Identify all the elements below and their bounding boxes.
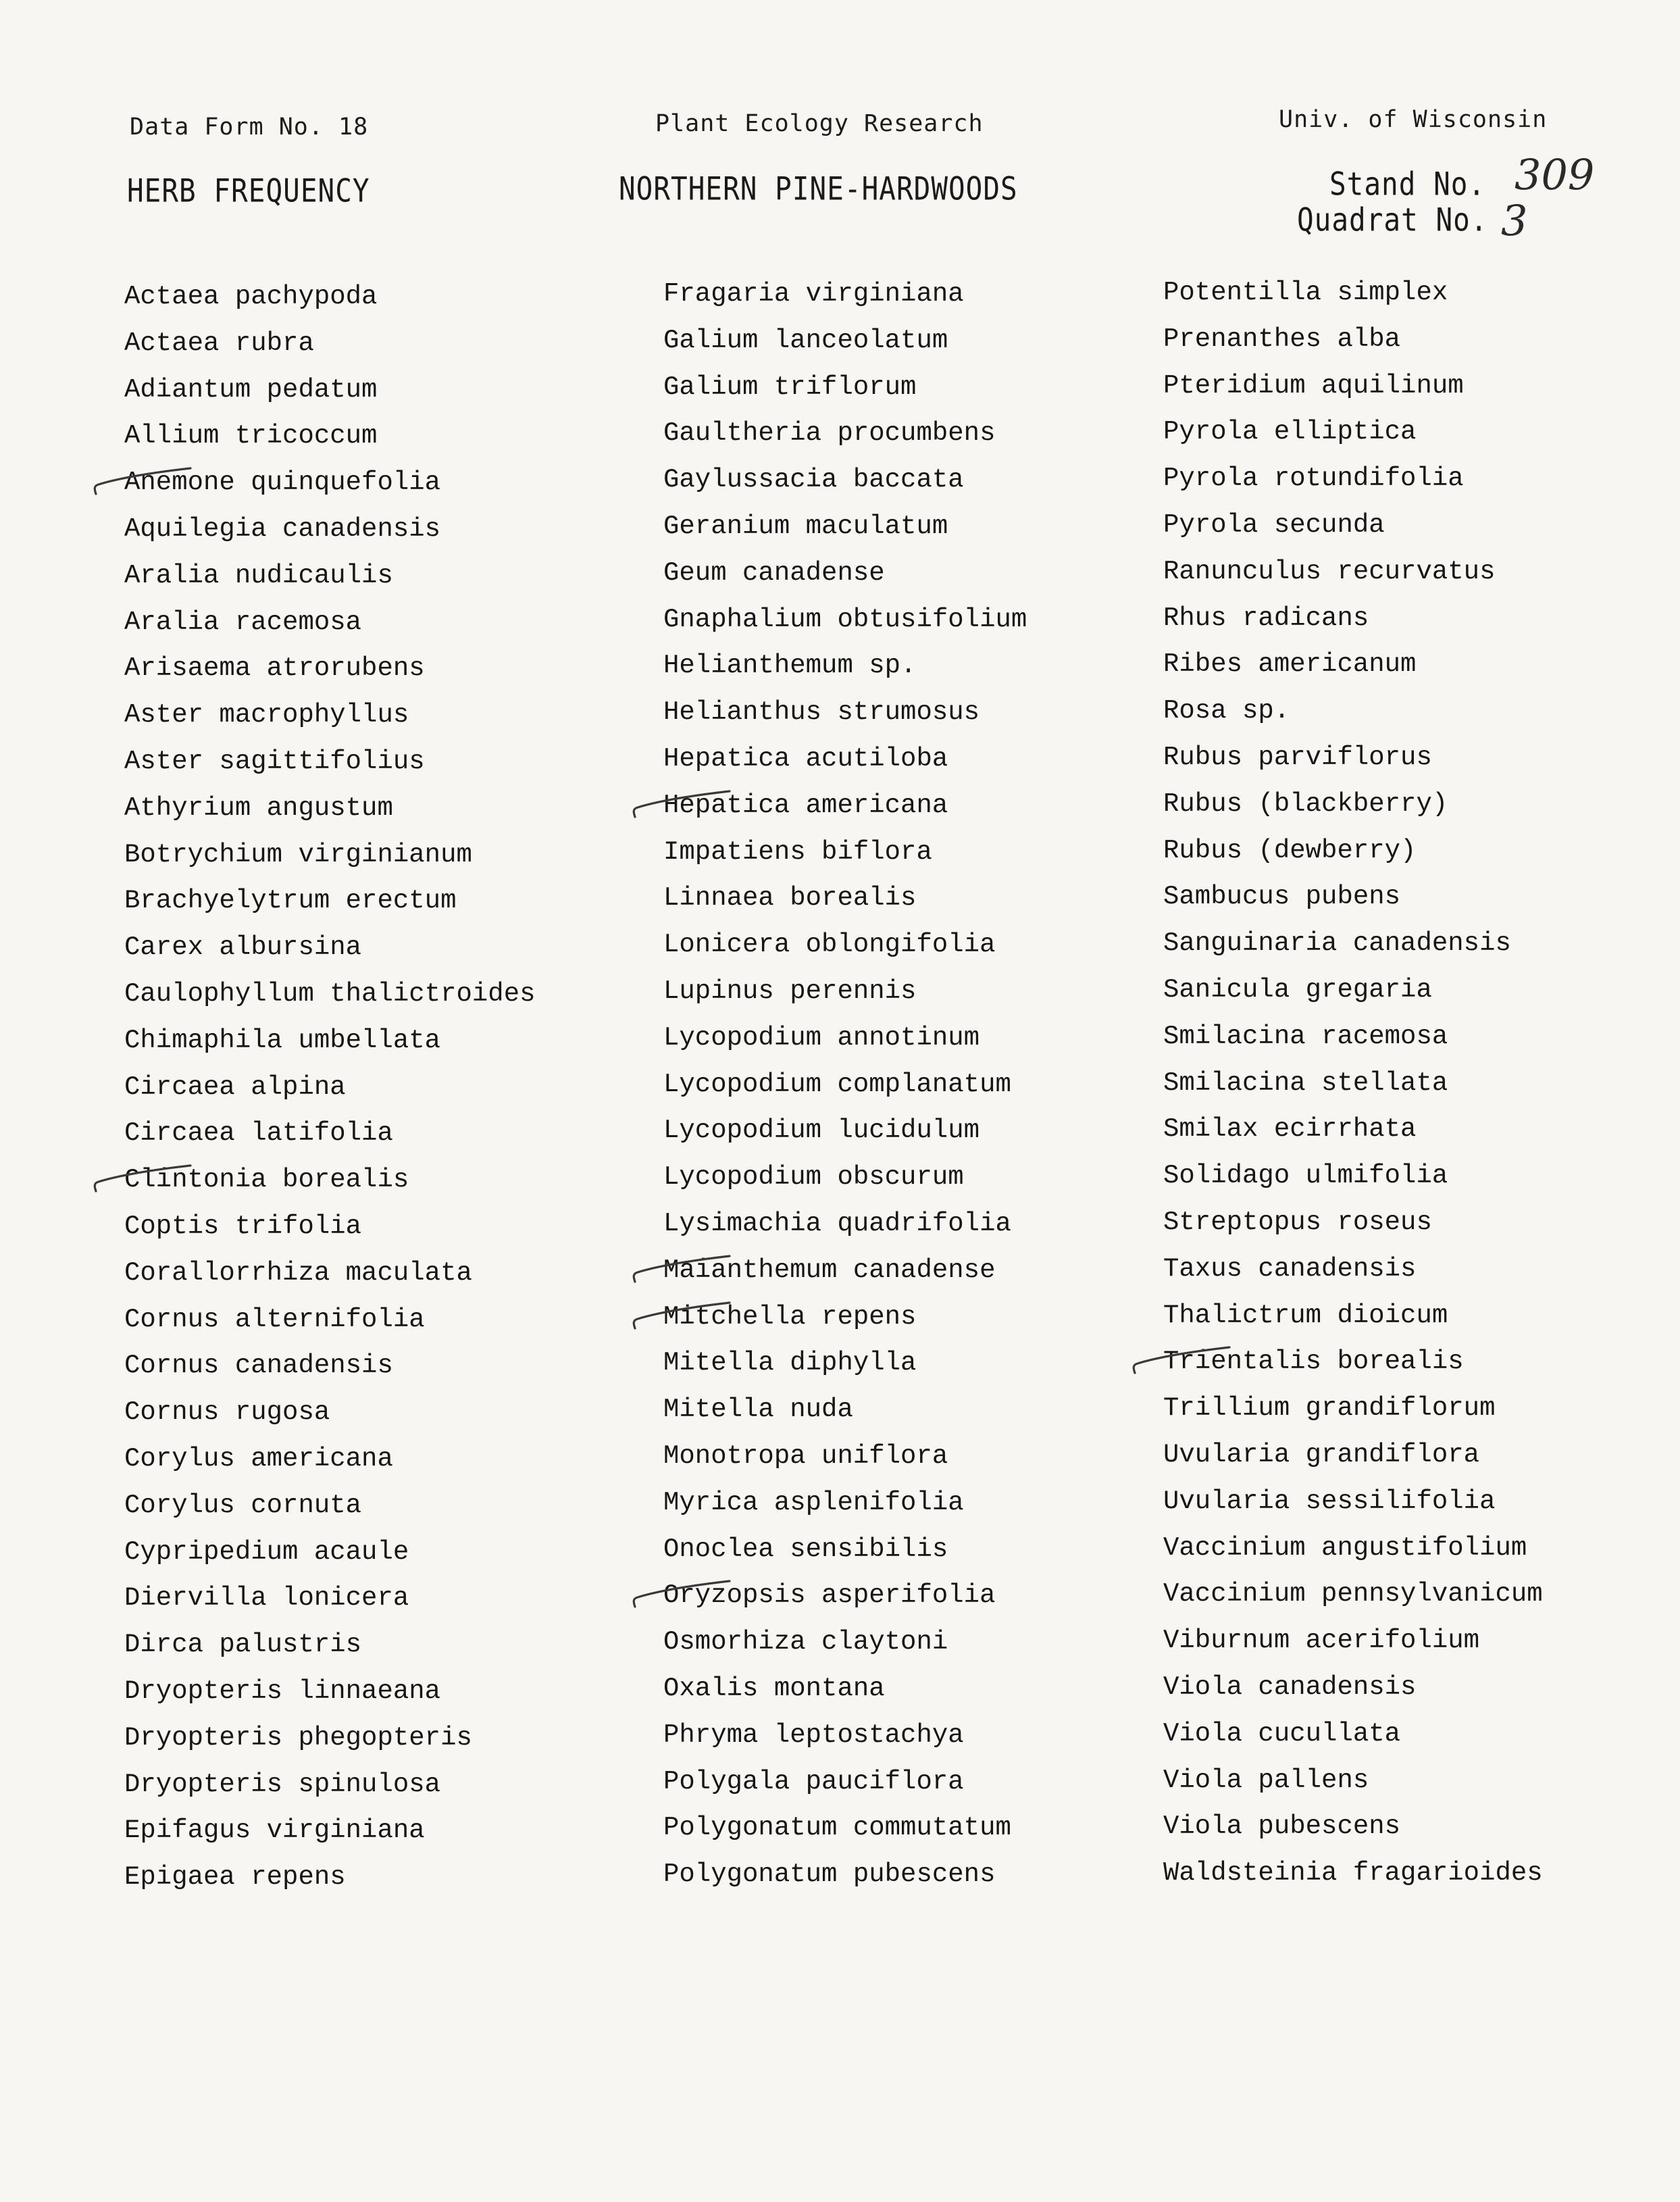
species-item[interactable]: [124, 415, 536, 461]
species-item[interactable]: [1163, 1201, 1543, 1248]
species-name: Lupinus perennis: [663, 976, 917, 1006]
species-name: Rubus (dewberry): [1163, 835, 1417, 866]
species-item[interactable]: [1163, 1713, 1543, 1759]
species-name: Aster macrophyllus: [124, 700, 409, 730]
species-item[interactable]: [663, 599, 1027, 645]
species-item[interactable]: [124, 1299, 536, 1345]
species-item[interactable]: [663, 1156, 1027, 1203]
species-item[interactable]: [124, 461, 536, 508]
species-item[interactable]: [663, 1064, 1027, 1110]
species-item[interactable]: [1163, 1434, 1543, 1480]
species-name: Waldsteinia fragarioides: [1163, 1858, 1543, 1888]
species-name: Viola pallens: [1163, 1765, 1369, 1795]
stand-number-label: Stand No.: [1329, 166, 1486, 203]
species-item[interactable]: [663, 1714, 1027, 1761]
species-item[interactable]: [1163, 1527, 1543, 1574]
species-item[interactable]: [663, 1807, 1027, 1853]
species-name: Polygala pauciflora: [663, 1766, 964, 1797]
species-name: Galium lanceolatum: [663, 325, 948, 355]
species-item[interactable]: [663, 1528, 1027, 1575]
species-item[interactable]: [124, 926, 536, 973]
species-item[interactable]: [1163, 1248, 1543, 1295]
species-item[interactable]: [1163, 1295, 1543, 1341]
species-item[interactable]: [663, 1435, 1027, 1482]
species-name: Sanicula gregaria: [1163, 974, 1432, 1005]
species-name: Lysimachia quadrifolia: [663, 1208, 1011, 1238]
species-name: Smilax ecirrhata: [1163, 1114, 1417, 1145]
species-name: Helianthus strumosus: [663, 697, 980, 728]
species-name: Adiantum pedatum: [124, 374, 378, 405]
species-item[interactable]: [124, 1763, 536, 1810]
species-item[interactable]: [124, 555, 536, 601]
species-item[interactable]: [124, 834, 536, 880]
research-heading: Plant Ecology Research: [655, 110, 984, 137]
species-item[interactable]: [124, 973, 536, 1020]
species-item[interactable]: [1163, 830, 1543, 876]
species-item[interactable]: [663, 970, 1027, 1017]
species-item[interactable]: [663, 505, 1027, 552]
form-number: Data Form No. 18: [130, 114, 369, 141]
species-item[interactable]: [663, 1296, 1027, 1343]
university-heading: Univ. of Wisconsin: [1279, 106, 1548, 133]
species-name: Pteridium aquilinum: [1163, 370, 1464, 401]
species-name: Actaea rubra: [124, 328, 314, 358]
species-item[interactable]: [1163, 783, 1543, 830]
species-item[interactable]: [1163, 1108, 1543, 1155]
species-item[interactable]: [124, 276, 536, 322]
species-item[interactable]: [1163, 736, 1543, 783]
species-item[interactable]: [124, 322, 536, 369]
species-name: Mitchella repens: [663, 1301, 917, 1332]
species-name: Phryma leptostachya: [663, 1720, 964, 1750]
species-name: Rubus parviflorus: [1163, 742, 1432, 772]
species-name: Dryopteris linnaeana: [124, 1676, 441, 1706]
species-item[interactable]: [663, 1853, 1027, 1900]
species-item[interactable]: [1163, 1155, 1543, 1201]
species-name: Corallorrhiza maculata: [124, 1257, 472, 1288]
species-name: Corylus americana: [124, 1443, 393, 1474]
species-item[interactable]: [663, 924, 1027, 970]
species-name: Dryopteris spinulosa: [124, 1769, 441, 1799]
species-name: Aster sagittifolius: [124, 746, 425, 776]
quadrat-number-value[interactable]: 3: [1501, 196, 1528, 245]
species-item[interactable]: [663, 1388, 1027, 1435]
species-name: Botrychium virginianum: [124, 839, 472, 870]
species-name: Cornus canadensis: [124, 1351, 393, 1381]
species-item[interactable]: [1163, 365, 1543, 411]
species-name: Solidago ulmifolia: [1163, 1161, 1448, 1191]
species-item[interactable]: [1163, 969, 1543, 1016]
species-name: Diervilla lonicera: [124, 1583, 409, 1613]
species-item[interactable]: [124, 1670, 536, 1717]
species-name: Helianthemum sp.: [663, 651, 917, 681]
species-name: Polygonatum pubescens: [663, 1859, 996, 1890]
species-item[interactable]: [124, 741, 536, 787]
species-name: Rubus (blackberry): [1163, 789, 1448, 819]
species-name: Trientalis borealis: [1163, 1347, 1464, 1377]
species-name: Circaea latifolia: [124, 1118, 393, 1149]
species-item[interactable]: [663, 877, 1027, 924]
species-name: Cornus rugosa: [124, 1397, 330, 1428]
species-item[interactable]: [663, 366, 1027, 413]
species-name: Rhus radicans: [1163, 603, 1369, 633]
species-item[interactable]: [1163, 1016, 1543, 1062]
species-name: Viburnum acerifolium: [1163, 1626, 1480, 1656]
species-name: Athyrium angustum: [124, 793, 393, 823]
species-name: Aralia nudicaulis: [124, 560, 393, 591]
species-item[interactable]: [1163, 504, 1543, 551]
species-item[interactable]: [124, 1020, 536, 1066]
species-item[interactable]: [1163, 457, 1543, 504]
species-column-3: [1163, 272, 1543, 1899]
species-item[interactable]: [124, 1624, 536, 1670]
species-name: Epifagus virginiana: [124, 1816, 425, 1846]
species-item[interactable]: [663, 412, 1027, 459]
species-name: Oxalis montana: [663, 1673, 885, 1703]
species-name: Lonicera oblongifolia: [663, 930, 996, 960]
species-name: Actaea pachypoda: [124, 282, 378, 311]
species-item[interactable]: [124, 1856, 536, 1903]
species-name: Sambucus pubens: [1163, 882, 1401, 912]
species-name: Onoclea sensibilis: [663, 1534, 948, 1564]
species-name: Maianthemum canadense: [663, 1255, 996, 1285]
species-name: Taxus canadensis: [1163, 1253, 1417, 1284]
species-name: Streptopus roseus: [1163, 1207, 1432, 1237]
species-item[interactable]: [663, 831, 1027, 878]
species-name: Trillium grandiflorum: [1163, 1393, 1496, 1424]
species-item[interactable]: [1163, 1341, 1543, 1387]
species-item[interactable]: [124, 1577, 536, 1624]
species-item[interactable]: [663, 738, 1027, 784]
species-name: Viola pubescens: [1163, 1811, 1401, 1842]
species-item[interactable]: [1163, 1387, 1543, 1434]
species-name: Vaccinium angustifolium: [1163, 1532, 1527, 1563]
species-item[interactable]: [124, 1252, 536, 1299]
species-name: Chimaphila umbellata: [124, 1025, 441, 1055]
species-item[interactable]: [1163, 272, 1543, 318]
species-name: Allium tricoccum: [124, 421, 378, 451]
species-name: Dirca palustris: [124, 1630, 362, 1660]
species-name: Geum canadense: [663, 557, 885, 588]
species-item[interactable]: [124, 1809, 536, 1856]
species-name: Lycopodium obscurum: [663, 1162, 964, 1193]
species-name: Pyrola secunda: [1163, 509, 1385, 540]
species-name: Ribes americanum: [1163, 649, 1417, 680]
species-name: Osmorhiza claytoni: [663, 1627, 948, 1657]
species-name: Carex albursina: [124, 932, 362, 963]
species-item[interactable]: [124, 1205, 536, 1252]
species-name: Clintonia borealis: [124, 1165, 409, 1195]
species-name: Brachyelytrum erectum: [124, 886, 457, 916]
species-item[interactable]: [663, 1621, 1027, 1668]
species-item[interactable]: [1163, 318, 1543, 365]
species-name: Galium triflorum: [663, 372, 917, 402]
stand-number-value[interactable]: 309: [1514, 150, 1595, 199]
species-name: Aralia racemosa: [124, 607, 362, 637]
species-name: Uvularia sessilifolia: [1163, 1486, 1496, 1516]
species-item[interactable]: [663, 1342, 1027, 1388]
species-item[interactable]: [663, 1761, 1027, 1807]
species-name: Aquilegia canadensis: [124, 514, 441, 544]
species-name: Pyrola rotundifolia: [1163, 464, 1464, 494]
species-item[interactable]: [663, 1109, 1027, 1156]
species-name: Polygonatum commutatum: [663, 1813, 1011, 1843]
species-item[interactable]: [124, 1159, 536, 1205]
species-item[interactable]: [1163, 1805, 1543, 1852]
species-item[interactable]: [124, 1531, 536, 1578]
species-item[interactable]: [124, 1391, 536, 1438]
species-item[interactable]: [124, 787, 536, 834]
species-item[interactable]: [1163, 643, 1543, 690]
species-item[interactable]: [124, 647, 536, 694]
species-name: Pyrola elliptica: [1163, 417, 1417, 447]
species-name: Myrica asplenifolia: [663, 1487, 964, 1518]
species-item[interactable]: [124, 1112, 536, 1159]
community-title: NORTHERN PINE-HARDWOODS: [619, 170, 1018, 208]
species-name: Fragaria virginiana: [663, 279, 964, 309]
species-name: Viola cucullata: [1163, 1718, 1401, 1749]
species-name: Gnaphalium obtusifolium: [663, 604, 1027, 634]
species-item[interactable]: [1163, 597, 1543, 644]
species-item[interactable]: [663, 1482, 1027, 1528]
species-name: Mitella nuda: [663, 1395, 853, 1425]
species-name: Circaea alpina: [124, 1072, 346, 1102]
species-name: Gaylussacia baccata: [663, 465, 964, 495]
species-item[interactable]: [663, 784, 1027, 831]
species-item[interactable]: [124, 694, 536, 741]
species-name: Arisaema atrorubens: [124, 653, 425, 684]
species-name: Oryzopsis asperifolia: [663, 1580, 996, 1611]
species-name: Monotropa uniflora: [663, 1441, 948, 1471]
species-name: Uvularia grandiflora: [1163, 1439, 1480, 1470]
species-column-1: [124, 276, 536, 1903]
species-column-2: [663, 273, 1027, 1900]
species-item[interactable]: [124, 508, 536, 555]
quadrat-number-label: Quadrat No.: [1297, 201, 1488, 239]
species-item[interactable]: [663, 273, 1027, 320]
form-title: HERB FREQUENCY: [127, 172, 370, 210]
species-item[interactable]: [663, 459, 1027, 505]
species-name: Epigaea repens: [124, 1862, 346, 1893]
species-name: Vaccinium pennsylvanicum: [1163, 1579, 1543, 1609]
species-name: Thalictrum dioicum: [1163, 1300, 1448, 1330]
species-name: Dryopteris phegopteris: [124, 1722, 472, 1753]
species-item[interactable]: [124, 880, 536, 926]
species-item[interactable]: [124, 1484, 536, 1531]
species-item[interactable]: [663, 691, 1027, 738]
species-item[interactable]: [663, 1249, 1027, 1296]
species-item[interactable]: [124, 1066, 536, 1113]
species-name: Rosa sp.: [1163, 696, 1290, 726]
species-name: Lycopodium complanatum: [663, 1069, 1011, 1099]
species-item[interactable]: [1163, 922, 1543, 969]
species-name: Smilacina stellata: [1163, 1068, 1448, 1098]
species-item[interactable]: [1163, 551, 1543, 597]
species-item[interactable]: [1163, 1620, 1543, 1666]
species-name: Cornus alternifolia: [124, 1304, 425, 1334]
species-name: Anemone quinquefolia: [124, 468, 441, 498]
species-name: Viola canadensis: [1163, 1672, 1417, 1702]
species-item[interactable]: [1163, 1666, 1543, 1713]
species-name: Corylus cornuta: [124, 1490, 362, 1520]
species-item[interactable]: [1163, 1480, 1543, 1527]
species-item[interactable]: [663, 645, 1027, 691]
species-item[interactable]: [663, 552, 1027, 599]
species-item[interactable]: [124, 1345, 536, 1391]
species-item[interactable]: [124, 601, 536, 648]
species-item[interactable]: [124, 369, 536, 416]
species-name: Ranunculus recurvatus: [1163, 556, 1496, 586]
species-item[interactable]: [124, 1717, 536, 1763]
species-item[interactable]: [124, 1438, 536, 1484]
species-name: Impatiens biflora: [663, 836, 932, 867]
species-item[interactable]: [1163, 876, 1543, 922]
species-name: Sanguinaria canadensis: [1163, 928, 1511, 959]
species-item[interactable]: [1163, 411, 1543, 457]
species-name: Mitella diphylla: [663, 1348, 917, 1378]
species-name: Caulophyllum thalictroides: [124, 978, 536, 1009]
species-item[interactable]: [1163, 1759, 1543, 1806]
species-name: Lycopodium annotinum: [663, 1022, 980, 1053]
species-name: Geranium maculatum: [663, 511, 948, 541]
species-name: Cypripedium acaule: [124, 1536, 409, 1567]
species-item[interactable]: [1163, 1852, 1543, 1899]
species-name: Hepatica americana: [663, 790, 948, 820]
species-name: Prenanthes alba: [1163, 324, 1401, 354]
species-item[interactable]: [663, 1017, 1027, 1064]
species-name: Coptis trifolia: [124, 1211, 362, 1241]
species-item[interactable]: [663, 320, 1027, 366]
species-item[interactable]: [1163, 690, 1543, 736]
species-item[interactable]: [663, 1203, 1027, 1249]
species-name: Lycopodium lucidulum: [663, 1116, 980, 1146]
species-name: Linnaea borealis: [663, 883, 917, 914]
species-name: Hepatica acutiloba: [663, 743, 948, 774]
species-item[interactable]: [1163, 1573, 1543, 1620]
species-name: Potentilla simplex: [1163, 278, 1448, 307]
species-item[interactable]: [1163, 1062, 1543, 1109]
species-item[interactable]: [663, 1668, 1027, 1714]
species-name: Smilacina racemosa: [1163, 1021, 1448, 1051]
species-name: Gaultheria procumbens: [663, 418, 996, 449]
species-item[interactable]: [663, 1574, 1027, 1621]
